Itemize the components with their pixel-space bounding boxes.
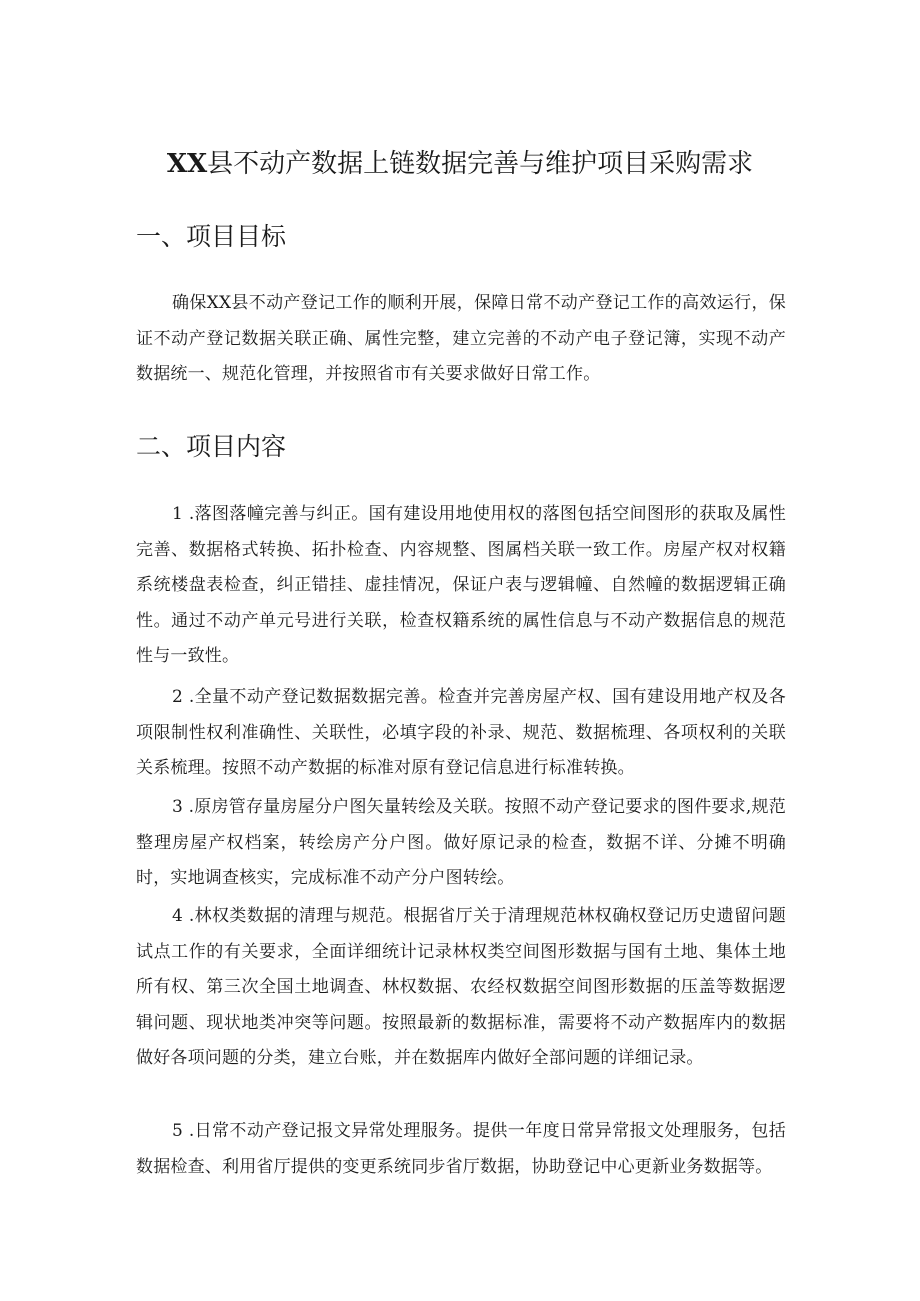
goals-paragraph: 确保XX县不动产登记工作的顺利开展，保障日常不动产登记工作的高效运行，保证不动产登记数据关联正确、属性完整，建立完善的不动产电子登记簿，实现不动产数据统一、规范化管理，并按照省市有关要求做好日常工作。 xyxy=(136,293,786,384)
content-item-3: 3 .原房管存量房屋分户图矢量转绘及关联。按照不动产登记要求的图件要求,规范整理房屋产权档案，转绘房产分户图。做好原记录的检查，数据不详、分摊不明确时，实地调查核实，完成标准不动产分户图转绘。 xyxy=(136,797,786,888)
title-text: 县不动产数据上链数据完善与维护项目采购需求 xyxy=(207,149,754,179)
content-item-1: 1 .落图落幢完善与纠正。国有建设用地使用权的落图包括空间图形的获取及属性完善、数据格式转换、拓扑检查、内容规整、图属档关联一致工作。房屋产权对权籍系统楼盘表检查，纠正错挂、虚挂情况，保证户表与逻辑幢、自然幢的数据逻辑正确性。通过不动产单元号进行关联，检查权籍系统的属性信息与不动产数据信息的规范性与一致性。 xyxy=(136,504,786,666)
document-title xyxy=(0,146,920,182)
content-item-2: 2 .全量不动产登记数据数据完善。检查并完善房屋产权、国有建设用地产权及各项限制性权利准确性、关联性，必填字段的补录、规范、数据梳理、各项权利的关联关系梳理。按照不动产数据的标准对原有登记信息进行标准转换。 xyxy=(136,687,786,778)
section-heading-content: 二、项目内容 xyxy=(136,432,287,461)
content-item-4: 4 .林权类数据的清理与规范。根据省厅关于清理规范林权确权登记历史遗留问题试点工作的有关要求，全面详细统计记录林权类空间图形数据与国有土地、集体土地所有权、第三次全国土地调查、林权数据、农经权数据空间图形数据的压盖等数据逻辑问题、现状地类冲突等问题。按照最新的数据标准，需要将不动产数据库内的数据做好各项问题的分类，建立台账，并在数据库内做好全部问题的详细记录。 xyxy=(136,906,786,1068)
section-heading-goals: 一、项目目标 xyxy=(136,222,287,251)
title-prefix: XX xyxy=(166,149,208,179)
content-item-5: 5 .日常不动产登记报文异常处理服务。提供一年度日常异常报文处理服务，包括数据检查、利用省厅提供的变更系统同步省厅数据，协助登记中心更新业务数据等。 xyxy=(136,1121,786,1177)
